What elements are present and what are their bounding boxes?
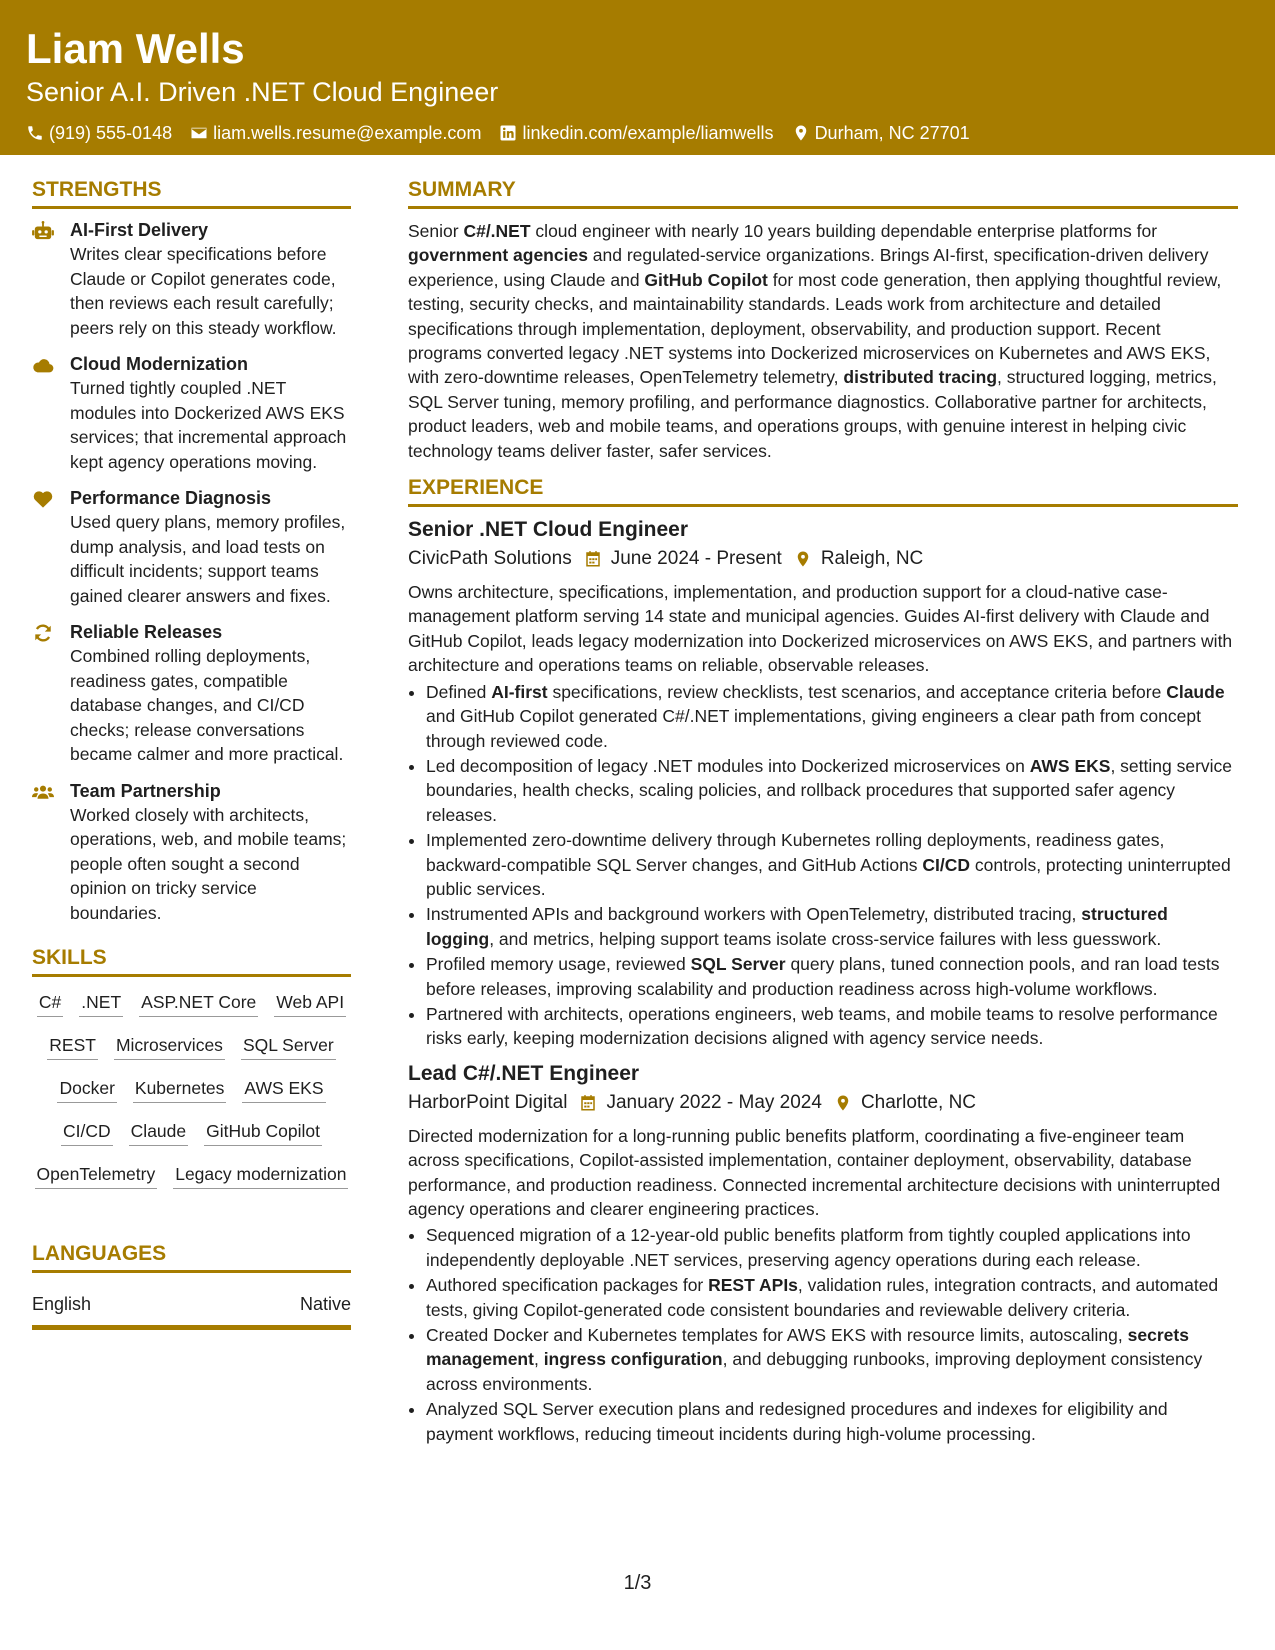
- users-icon: [32, 782, 54, 802]
- header-band: [0, 0, 1275, 155]
- bold-text: REST APIs: [708, 1275, 798, 1296]
- page-number: 1/3: [623, 1572, 652, 1594]
- job-location: Raleigh, NC: [820, 548, 924, 570]
- right-column: [408, 177, 1238, 1456]
- text-run: Created Docker and Kubernetes templates for AWS EKS with resource limits, autoscaling,: [426, 1325, 1128, 1346]
- language-level: Native: [299, 1294, 351, 1314]
- calendar-icon: [579, 1094, 597, 1112]
- job-entry: [408, 1061, 1238, 1446]
- candidate-title: Senior A.I. Driven .NET Cloud Engineer: [26, 77, 499, 107]
- job-dates: June 2024 - Present: [610, 548, 782, 570]
- skill-tag: CI/CD: [61, 1120, 113, 1146]
- text-run: Profiled memory usage, reviewed: [426, 954, 691, 975]
- text-run: ,: [533, 1349, 544, 1370]
- text-run: , validation rules, integration contracts, and automated tests, giving Copilot-generated code consistent boundaries and reviewable delivery criteria.: [426, 1275, 1219, 1320]
- skill-tag: ASP.NET Core: [139, 991, 258, 1017]
- contact-row: [26, 122, 1249, 144]
- envelope-icon: [190, 124, 208, 142]
- job-bullet: [426, 952, 1238, 1001]
- bold-text: ingress configuration: [543, 1349, 723, 1370]
- bold-text: AI-first: [491, 681, 548, 702]
- strength-title: Performance Diagnosis: [70, 488, 272, 508]
- skill-tag: REST: [47, 1034, 98, 1060]
- text-run: , and metrics, helping support teams isolate cross-service failures with less guesswork.: [489, 928, 1162, 949]
- heart-icon: [32, 489, 54, 509]
- job-company: HarborPoint Digital: [408, 1091, 568, 1113]
- job-bullet: [426, 828, 1238, 901]
- language-row: [32, 1283, 351, 1330]
- job-description: Directed modernization for a long-running public benefits platform, coordinating a five-engineer team across specifications, Copilot-assisted implementation, container deployment, observability, database performance, and production readiness. Connected incremental architecture decisions with uninterrupted agency operations and clearer engineering practices.: [408, 1125, 1221, 1219]
- strength-desc: Combined rolling deployments, readiness gates, compatible database changes, and CI/CD checks; release conversations became calmer and more practical.: [70, 646, 344, 764]
- text-run: and GitHub Copilot generated C#/.NET implementations, giving engineers a clear path from concept through reviewed code.: [426, 706, 1201, 751]
- strengths-heading: STRENGTHS: [32, 177, 351, 209]
- text-run: query plans, tuned connection pools, and ran load tests before releases, improving scalability and production readiness across high-volume workflows.: [426, 954, 1220, 999]
- contact-location: [792, 122, 970, 144]
- summary-text: [408, 219, 1238, 463]
- job-location: Charlotte, NC: [860, 1091, 977, 1113]
- skill-tag: Web API: [274, 991, 346, 1017]
- strength-item: [32, 353, 351, 474]
- skill-tag: Legacy modernization: [173, 1163, 348, 1189]
- text-run: Authored specification packages for: [426, 1275, 709, 1296]
- sync-icon: [32, 623, 54, 643]
- text-run: , and debugging runbooks, improving deployment consistency across environments.: [426, 1349, 1203, 1394]
- body-columns: [0, 155, 1275, 1456]
- skill-tag: AWS EKS: [242, 1077, 325, 1103]
- text-run: Instrumented APIs and background workers with OpenTelemetry, distributed tracing,: [426, 904, 1082, 925]
- summary-heading: SUMMARY: [408, 177, 1238, 209]
- text-run: Defined: [426, 681, 492, 702]
- strength-item: [32, 621, 351, 767]
- map-pin-icon: [794, 550, 812, 568]
- job-bullet: [426, 1323, 1238, 1396]
- bold-text: SQL Server: [690, 954, 786, 975]
- bold-text: CI/CD: [922, 854, 971, 875]
- skill-tag: Kubernetes: [133, 1077, 227, 1103]
- candidate-name: Liam Wells: [26, 25, 245, 72]
- job-bullet: [426, 680, 1238, 753]
- job-bullet: [426, 1397, 1238, 1446]
- text-run: specifications, review checklists, test scenarios, and acceptance criteria before: [547, 681, 1167, 702]
- strength-desc: Writes clear specifications before Claude or Copilot generates code, then reviews each result carefully; peers rely on this steady workflow.: [70, 244, 337, 338]
- strength-title: Cloud Modernization: [70, 354, 248, 374]
- calendar-icon: [584, 550, 602, 568]
- strength-item: [32, 219, 351, 340]
- languages-heading: LANGUAGES: [32, 1241, 351, 1273]
- job-bullet: [426, 902, 1238, 951]
- bold-text: distributed tracing: [843, 367, 998, 388]
- skills-list: [32, 987, 351, 1199]
- job-bullet: [426, 1223, 1238, 1272]
- text-run: Implemented zero-downtime delivery through Kubernetes rolling deployments, readiness gates, backward-compatible SQL Server changes, and GitHub Actions: [426, 830, 1165, 875]
- bold-text: GitHub Copilot: [644, 269, 768, 290]
- job-meta: [408, 1090, 1238, 1116]
- job-bullet: [426, 1273, 1238, 1322]
- text-run: , structured logging, metrics, SQL Server tuning, memory profiling, and performance diagnostics. Collaborative partner for architects, product leaders, web and mobile teams, and operations groups, with genuine interest in helping civic technology teams deliver faster, safer services.: [408, 367, 1217, 461]
- job-description: Owns architecture, specifications, implementation, and production support for a cloud-native case-management platform serving 14 state and municipal agencies. Guides AI-first delivery with Claude and GitHub Copilot, leads legacy modernization into Dockerized microservices on AWS EKS, and partners with architecture and operations teams on reliable, observable releases.: [408, 582, 1233, 676]
- text-run: , setting service boundaries, health checks, scaling policies, and rollback procedures that supported safer agency releases.: [426, 755, 1233, 825]
- skill-tag: Claude: [129, 1120, 188, 1146]
- text-run: Sequenced migration of a 12-year-old public benefits platform from tightly coupled applications into independently deployable .NET services, preserving agency operations during each release.: [426, 1225, 1191, 1270]
- strength-item: [32, 487, 351, 608]
- strength-title: Team Partnership: [70, 780, 221, 801]
- skill-tag: .NET: [79, 991, 123, 1017]
- text-run: cloud engineer with nearly 10 years building dependable enterprise platforms for: [530, 221, 1158, 241]
- bold-text: AWS EKS: [1029, 755, 1111, 776]
- text-run: Led decomposition of legacy .NET modules into Dockerized microservices on: [426, 755, 1030, 776]
- map-pin-icon: [792, 124, 810, 142]
- linkedin-icon: [499, 124, 517, 142]
- skill-tag: Microservices: [114, 1034, 225, 1060]
- text-run: and regulated-service organizations. Brings AI-first, specification-driven delivery experience, using Claude and: [408, 245, 1209, 290]
- email-text: liam.wells.resume@example.com: [213, 123, 482, 143]
- strength-desc: Used query plans, memory profiles, dump analysis, and load tests on difficult incidents; support teams gained clearer answers and fixes.: [70, 512, 346, 606]
- job-bullets: [408, 680, 1238, 1051]
- text-run: controls, protecting uninterrupted public services.: [426, 854, 1231, 899]
- bold-text: government agencies: [408, 245, 588, 266]
- text-run: Analyzed SQL Server execution plans and redesigned procedures and indexes for eligibility and payment workflows, reducing timeout incidents during high-volume processing.: [426, 1399, 1168, 1444]
- cloud-icon: [32, 355, 54, 375]
- job-bullet: [426, 754, 1238, 827]
- skills-heading: SKILLS: [32, 945, 351, 977]
- left-column: [32, 177, 351, 1456]
- job-dates: January 2022 - May 2024: [606, 1091, 822, 1113]
- job-title: Lead C#/.NET Engineer: [408, 1061, 640, 1085]
- phone-text: (919) 555-0148: [49, 123, 173, 143]
- bold-text: Claude: [1166, 681, 1225, 702]
- text-run: for most code generation, then applying thoughtful review, testing, security checks, and maintainability standards. Leads work from architecture and detailed specifications through implementation, deployment, observability, and production support. Recent programs converted legacy .NET systems into Dockerized microservices on Kubernetes and AWS EKS, with zero-downtime releases, OpenTelemetry telemetry,: [408, 269, 1222, 388]
- strength-title: AI-First Delivery: [70, 220, 209, 240]
- job-entry: [408, 517, 1238, 1051]
- bold-text: C#/.NET: [463, 221, 531, 241]
- job-title: Senior .NET Cloud Engineer: [408, 518, 689, 542]
- bold-text: secrets management: [426, 1325, 1189, 1370]
- contact-linkedin[interactable]: [499, 122, 773, 144]
- text-run: Partnered with architects, operations engineers, web teams, and mobile teams to resolve performance risks early, keeping modernization decisions aligned with agency service needs.: [426, 1003, 1218, 1049]
- skill-tag: C#: [37, 991, 63, 1017]
- map-pin-icon: [834, 1094, 852, 1112]
- skill-tag: SQL Server: [241, 1034, 336, 1060]
- job-bullets: [408, 1223, 1238, 1446]
- job-bullet: [426, 1002, 1238, 1051]
- strength-item: [32, 780, 351, 926]
- text-run: Senior: [408, 221, 464, 241]
- linkedin-text: linkedin.com/example/liamwells: [522, 123, 774, 143]
- skill-tag: Docker: [57, 1077, 116, 1103]
- experience-heading: EXPERIENCE: [408, 475, 1238, 507]
- job-meta: [408, 546, 1238, 572]
- job-company: CivicPath Solutions: [408, 548, 572, 570]
- contact-phone[interactable]: [26, 122, 172, 144]
- location-text: Durham, NC 27701: [814, 123, 970, 143]
- strength-title: Reliable Releases: [70, 622, 223, 642]
- robot-icon: [32, 221, 54, 241]
- skill-tag: GitHub Copilot: [204, 1120, 322, 1146]
- phone-icon: [26, 124, 44, 142]
- strength-desc: Turned tightly coupled .NET modules into Dockerized AWS EKS services; that incremental approach kept agency operations moving.: [70, 378, 347, 472]
- bold-text: structured logging: [426, 904, 1168, 949]
- contact-email[interactable]: [190, 122, 481, 144]
- language-name: English: [32, 1294, 92, 1314]
- strength-desc: Worked closely with architects, operations, web, and mobile teams; people often sought a second opinion on tricky service boundaries.: [70, 804, 347, 923]
- skill-tag: OpenTelemetry: [35, 1163, 158, 1189]
